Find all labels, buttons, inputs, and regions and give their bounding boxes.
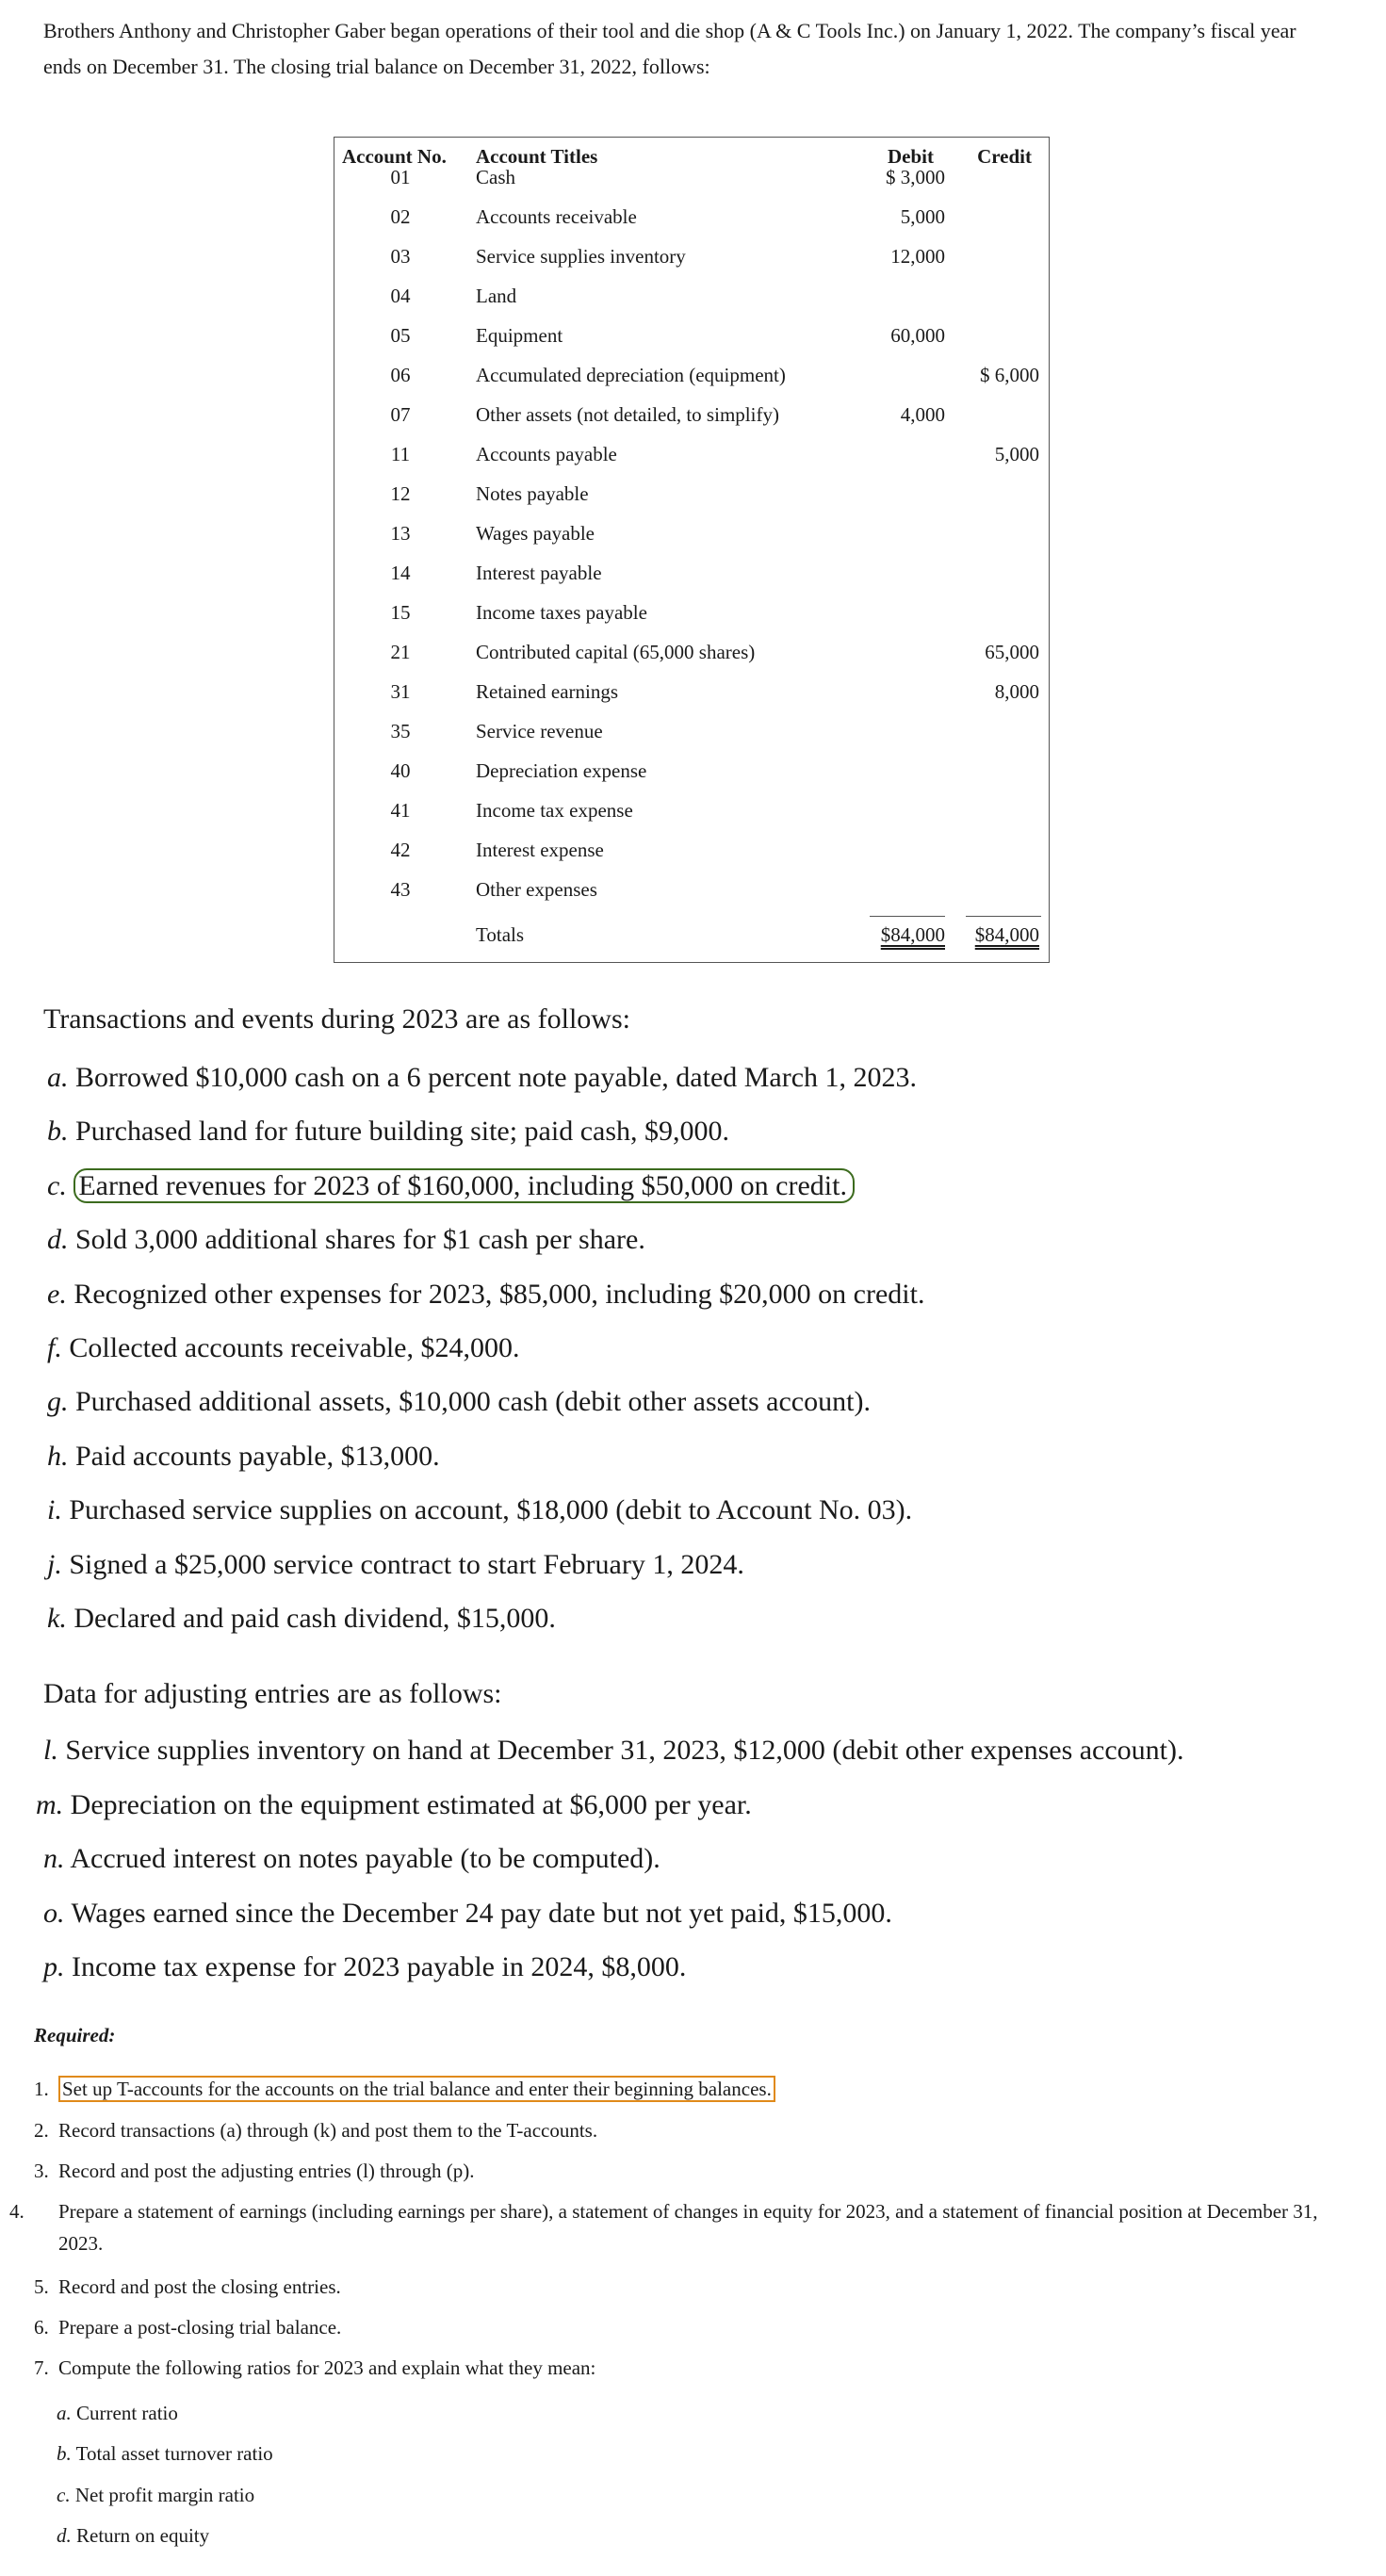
item-text: Prepare a post-closing trial balance. bbox=[58, 2316, 342, 2339]
adjusting-item bbox=[43, 1840, 660, 1878]
item-text: Sold 3,000 additional shares for $1 cash per share. bbox=[75, 1224, 645, 1256]
account-title: Equipment bbox=[476, 324, 563, 347]
account-no: 06 bbox=[390, 364, 411, 386]
transactions-title: Transactions and events during 2023 are as follows: bbox=[43, 1003, 630, 1035]
debit-amount: 4,000 bbox=[900, 403, 945, 426]
item-label: j. bbox=[47, 1548, 62, 1580]
credit-amount: 5,000 bbox=[994, 443, 1039, 465]
account-title: Interest expense bbox=[476, 839, 604, 861]
table-row bbox=[334, 356, 1049, 394]
item-number: 6. bbox=[34, 2316, 49, 2339]
ratio-item bbox=[57, 2437, 273, 2470]
item-label: g. bbox=[47, 1386, 69, 1418]
table-row bbox=[334, 673, 1049, 710]
account-title: Other assets (not detailed, to simplify) bbox=[476, 403, 779, 426]
account-no: 42 bbox=[390, 839, 411, 861]
item-number: 1. bbox=[34, 2078, 49, 2100]
ratio-item bbox=[57, 2519, 209, 2552]
item-number: 2. bbox=[34, 2119, 49, 2142]
totals-debit: $84,000 bbox=[880, 923, 945, 946]
account-no: 03 bbox=[390, 245, 411, 268]
item-text: Prepare a statement of earnings (including earnings per share), a statement of changes in equity for 2023, and a statement of financial position at December 31, 2023. bbox=[58, 2200, 1318, 2255]
header-account-titles: Account Titles bbox=[476, 145, 598, 168]
account-title: Contributed capital (65,000 shares) bbox=[476, 641, 756, 663]
transaction-item bbox=[47, 1221, 645, 1259]
transaction-item bbox=[47, 1329, 520, 1367]
account-no: 40 bbox=[390, 759, 411, 782]
table-row bbox=[334, 633, 1049, 671]
account-no: 15 bbox=[390, 601, 411, 624]
account-title: Notes payable bbox=[476, 482, 589, 505]
item-label: o. bbox=[43, 1897, 65, 1929]
item-label: k. bbox=[47, 1603, 67, 1634]
item-label: e. bbox=[47, 1278, 67, 1310]
item-label: c. bbox=[47, 1169, 67, 1201]
transaction-item bbox=[47, 1276, 924, 1313]
required-item bbox=[34, 2311, 1353, 2343]
required-item bbox=[34, 2352, 1353, 2384]
credit-amount: 8,000 bbox=[994, 680, 1039, 703]
item-label: d. bbox=[47, 1224, 69, 1256]
required-title: Required: bbox=[34, 2024, 116, 2046]
account-no: 13 bbox=[390, 522, 411, 545]
item-text: Recognized other expenses for 2023, $85,000, including $20,000 on credit. bbox=[73, 1278, 925, 1310]
account-title: Interest payable bbox=[476, 562, 602, 584]
account-title: Retained earnings bbox=[476, 680, 619, 703]
debit-amount: $ 3,000 bbox=[886, 166, 945, 188]
table-row bbox=[334, 317, 1049, 354]
table-row bbox=[334, 435, 1049, 473]
required-item bbox=[34, 2114, 1353, 2146]
header-debit: Debit bbox=[888, 145, 934, 168]
item-text: Purchased service supplies on account, $18,000 (debit to Account No. 03). bbox=[69, 1494, 913, 1526]
transaction-item bbox=[47, 1059, 917, 1097]
item-text: Collected accounts receivable, $24,000. bbox=[69, 1332, 520, 1363]
account-no: 04 bbox=[390, 285, 411, 307]
item-label: f. bbox=[47, 1332, 62, 1363]
required-item bbox=[9, 2195, 1359, 2259]
table-row bbox=[334, 396, 1049, 433]
item-label: p. bbox=[43, 1951, 65, 1982]
account-title: Service supplies inventory bbox=[476, 245, 686, 268]
credit-amount: 65,000 bbox=[985, 641, 1039, 663]
account-no: 01 bbox=[390, 166, 411, 188]
item-label: i. bbox=[47, 1494, 62, 1526]
transaction-item bbox=[47, 1113, 729, 1150]
adjusting-item bbox=[43, 1948, 686, 1986]
table-row bbox=[334, 514, 1049, 552]
table-row bbox=[334, 752, 1049, 790]
item-text: Record transactions (a) through (k) and post them to the T-accounts. bbox=[58, 2119, 598, 2142]
table-row bbox=[334, 594, 1049, 631]
account-title: Accumulated depreciation (equipment) bbox=[476, 364, 786, 386]
debit-amount: 60,000 bbox=[890, 324, 945, 347]
item-number: 5. bbox=[34, 2275, 49, 2298]
account-no: 07 bbox=[390, 403, 411, 426]
item-label: b. bbox=[57, 2442, 72, 2466]
intro-paragraph: Brothers Anthony and Christopher Gaber began operations of their tool and die shop (A & C Tools Inc.) on January 1, 2022. The company’s fiscal year ends on December 31. The closing trial balance on December 31, 2022, follows: bbox=[43, 19, 1296, 78]
account-no: 11 bbox=[390, 443, 411, 465]
account-no: 31 bbox=[390, 680, 411, 703]
table-row bbox=[334, 198, 1049, 236]
account-no: 05 bbox=[390, 324, 411, 347]
credit-amount: $ 6,000 bbox=[980, 364, 1039, 386]
account-title: Wages payable bbox=[476, 522, 595, 545]
table-row bbox=[334, 791, 1049, 829]
account-title: Service revenue bbox=[476, 720, 603, 742]
table-row bbox=[334, 554, 1049, 592]
account-title: Land bbox=[476, 285, 517, 307]
table-row bbox=[334, 158, 1049, 196]
totals-row bbox=[334, 916, 1049, 954]
account-title: Income taxes payable bbox=[476, 601, 647, 624]
item-label: d. bbox=[57, 2523, 72, 2547]
transaction-item bbox=[47, 1546, 744, 1584]
item-text: Compute the following ratios for 2023 and explain what they mean: bbox=[58, 2356, 596, 2379]
debit-amount: 12,000 bbox=[890, 245, 945, 268]
table-row bbox=[334, 712, 1049, 750]
item-text: Signed a $25,000 service contract to start February 1, 2024. bbox=[69, 1548, 744, 1580]
item-text: Income tax expense for 2023 payable in 2024, $8,000. bbox=[72, 1951, 687, 1982]
item-text: Current ratio bbox=[76, 2402, 178, 2424]
item-label: m. bbox=[36, 1788, 64, 1820]
table-row bbox=[334, 237, 1049, 275]
item-text: Net profit margin ratio bbox=[74, 2483, 255, 2506]
item-text: Borrowed $10,000 cash on a 6 percent note payable, dated March 1, 2023. bbox=[75, 1062, 918, 1093]
item-text: Declared and paid cash dividend, $15,000. bbox=[73, 1603, 556, 1634]
account-no: 41 bbox=[390, 799, 411, 822]
totals-credit: $84,000 bbox=[974, 923, 1039, 946]
transaction-item bbox=[47, 1383, 871, 1421]
adjusting-title: Data for adjusting entries are as follows: bbox=[43, 1678, 502, 1709]
header-credit: Credit bbox=[977, 145, 1032, 168]
item-text: Wages earned since the December 24 pay date but not yet paid, $15,000. bbox=[71, 1897, 892, 1929]
item-label: a. bbox=[57, 2402, 72, 2424]
account-title: Income tax expense bbox=[476, 799, 633, 822]
account-title: Accounts payable bbox=[476, 443, 617, 465]
item-text: Record and post the adjusting entries (l) through (p). bbox=[58, 2160, 475, 2182]
highlighted-text: Earned revenues for 2023 of $160,000, including $50,000 on credit. bbox=[73, 1168, 855, 1203]
item-text: Record and post the closing entries. bbox=[58, 2275, 341, 2298]
transaction-item bbox=[47, 1492, 912, 1529]
ratio-item bbox=[57, 2479, 254, 2511]
table-row bbox=[334, 831, 1049, 869]
item-text: Purchased additional assets, $10,000 cash (debit other assets account). bbox=[75, 1386, 871, 1418]
adjusting-item bbox=[43, 1895, 892, 1932]
table-row bbox=[334, 277, 1049, 315]
transaction-item bbox=[47, 1438, 440, 1475]
account-no: 21 bbox=[390, 641, 411, 663]
transaction-item bbox=[47, 1167, 855, 1205]
item-number: 4. bbox=[9, 2200, 24, 2223]
debit-amount: 5,000 bbox=[900, 205, 945, 228]
adjusting-item bbox=[43, 1732, 1184, 1769]
highlighted-text: Set up T-accounts for the accounts on the trial balance and enter their beginning balances. bbox=[58, 2076, 775, 2102]
required-item bbox=[34, 2073, 1353, 2105]
item-text: Total asset turnover ratio bbox=[75, 2442, 273, 2466]
ratio-item bbox=[57, 2397, 178, 2429]
item-label: c. bbox=[57, 2483, 71, 2506]
required-item bbox=[34, 2155, 1353, 2187]
account-no: 43 bbox=[390, 878, 411, 901]
item-number: 3. bbox=[34, 2160, 49, 2182]
header-account-no: Account No. bbox=[342, 145, 447, 168]
transaction-item bbox=[47, 1600, 556, 1638]
trial-balance-table bbox=[334, 137, 1050, 963]
item-label: h. bbox=[47, 1440, 69, 1472]
account-title: Other expenses bbox=[476, 878, 597, 901]
item-text: Depreciation on the equipment estimated at $6,000 per year. bbox=[70, 1788, 752, 1820]
account-no: 02 bbox=[390, 205, 411, 228]
item-label: a. bbox=[47, 1062, 69, 1093]
required-item bbox=[34, 2271, 1353, 2303]
account-no: 14 bbox=[390, 562, 411, 584]
account-no: 12 bbox=[390, 482, 411, 505]
item-number: 7. bbox=[34, 2356, 49, 2379]
totals-label: Totals bbox=[476, 923, 525, 946]
adjusting-item bbox=[36, 1786, 752, 1824]
item-text: Paid accounts payable, $13,000. bbox=[75, 1440, 440, 1472]
table-row bbox=[334, 871, 1049, 908]
item-text: Purchased land for future building site; paid cash, $9,000. bbox=[75, 1116, 730, 1148]
account-title: Depreciation expense bbox=[476, 759, 647, 782]
item-label: l. bbox=[43, 1735, 58, 1766]
account-no: 35 bbox=[390, 720, 411, 742]
item-text: Accrued interest on notes payable (to be computed). bbox=[70, 1843, 660, 1874]
account-title: Cash bbox=[476, 166, 515, 188]
item-label: b. bbox=[47, 1116, 69, 1148]
item-label: n. bbox=[43, 1843, 65, 1874]
table-row bbox=[334, 475, 1049, 513]
item-text: Return on equity bbox=[76, 2523, 210, 2547]
item-text: Service supplies inventory on hand at December 31, 2023, $12,000 (debit other expenses account). bbox=[65, 1735, 1184, 1766]
account-title: Accounts receivable bbox=[476, 205, 637, 228]
